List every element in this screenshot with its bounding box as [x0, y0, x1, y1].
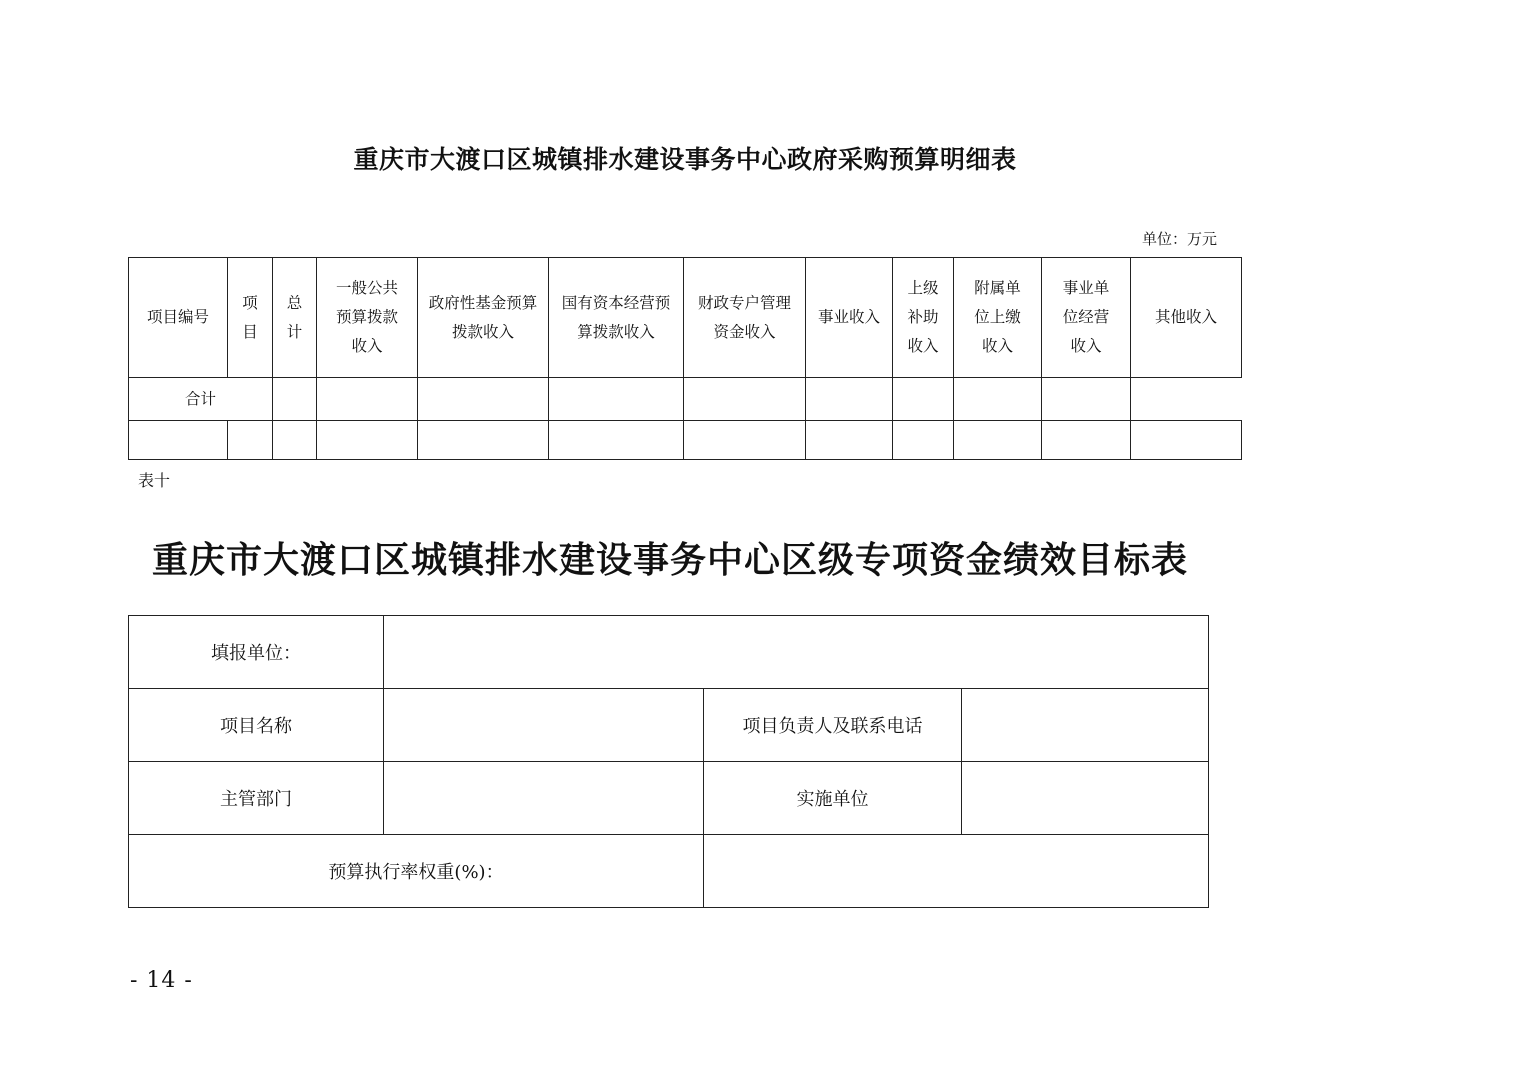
budget-rate-label: 预算执行率权重(%)：: [129, 835, 704, 908]
table-row: [129, 835, 1209, 908]
header-other-income: 其他收入: [1131, 258, 1242, 378]
performance-goal-table: [128, 615, 1209, 908]
header-affiliate-payment: 附属单位上缴收入: [954, 258, 1042, 378]
total-label: 合计: [129, 378, 273, 421]
reporting-unit-value: [384, 616, 1209, 689]
table-cell: [1131, 421, 1242, 460]
table-cell: [549, 378, 684, 421]
reporting-unit-label: 填报单位：: [129, 616, 384, 689]
table-cell: [549, 421, 684, 460]
table-row: [129, 421, 1242, 460]
table-cell: [954, 421, 1042, 460]
budget-table-title: 重庆市大渡口区城镇排水建设事务中心政府采购预算明细表: [353, 145, 1017, 174]
table-cell: [893, 378, 954, 421]
header-special-account: 财政专户管理资金收入: [684, 258, 806, 378]
procurement-budget-table: [128, 257, 1242, 460]
table-cell: [1042, 421, 1131, 460]
table-row: [129, 689, 1209, 762]
table-cell: [418, 421, 549, 460]
header-business-income: 事业收入: [806, 258, 893, 378]
table-tag: 表十: [138, 471, 171, 490]
competent-dept-label: 主管部门: [129, 762, 384, 835]
performance-table-title: 重庆市大渡口区城镇排水建设事务中心区级专项资金绩效目标表: [151, 539, 1188, 581]
implementing-unit-label: 实施单位: [704, 762, 962, 835]
project-leader-value: [962, 689, 1209, 762]
total-row: [129, 378, 1242, 421]
table-cell: [806, 421, 893, 460]
table-row: [129, 762, 1209, 835]
table-cell: [684, 378, 806, 421]
table-cell: [954, 378, 1042, 421]
table-cell: [273, 421, 317, 460]
project-leader-label: 项目负责人及联系电话: [704, 689, 962, 762]
table-cell: [317, 378, 418, 421]
table-cell: [273, 378, 317, 421]
header-state-capital: 国有资本经营预算拨款收入: [549, 258, 684, 378]
page-number: - 14 -: [130, 968, 193, 993]
header-row: [129, 258, 1242, 378]
header-project-code: 项目编号: [129, 258, 228, 378]
header-project: 项目: [228, 258, 273, 378]
header-total: 总计: [273, 258, 317, 378]
table-cell: [317, 421, 418, 460]
unit-label: 单位：万元: [1142, 230, 1218, 248]
project-name-label: 项目名称: [129, 689, 384, 762]
table-cell: [1042, 378, 1131, 421]
table-row: [129, 616, 1209, 689]
competent-dept-value: [384, 762, 704, 835]
table-cell: [684, 421, 806, 460]
header-gov-fund: 政府性基金预算拨款收入: [418, 258, 549, 378]
implementing-unit-value: [962, 762, 1209, 835]
header-superior-subsidy: 上级补助收入: [893, 258, 954, 378]
project-name-value: [384, 689, 704, 762]
table-cell: [806, 378, 893, 421]
header-operating-income: 事业单位经营收入: [1042, 258, 1131, 378]
table-cell: [228, 421, 273, 460]
budget-rate-value: [704, 835, 1209, 908]
header-general-budget: 一般公共预算拨款收入: [317, 258, 418, 378]
table-cell: [129, 421, 228, 460]
table-cell: [893, 421, 954, 460]
table-cell: [418, 378, 549, 421]
